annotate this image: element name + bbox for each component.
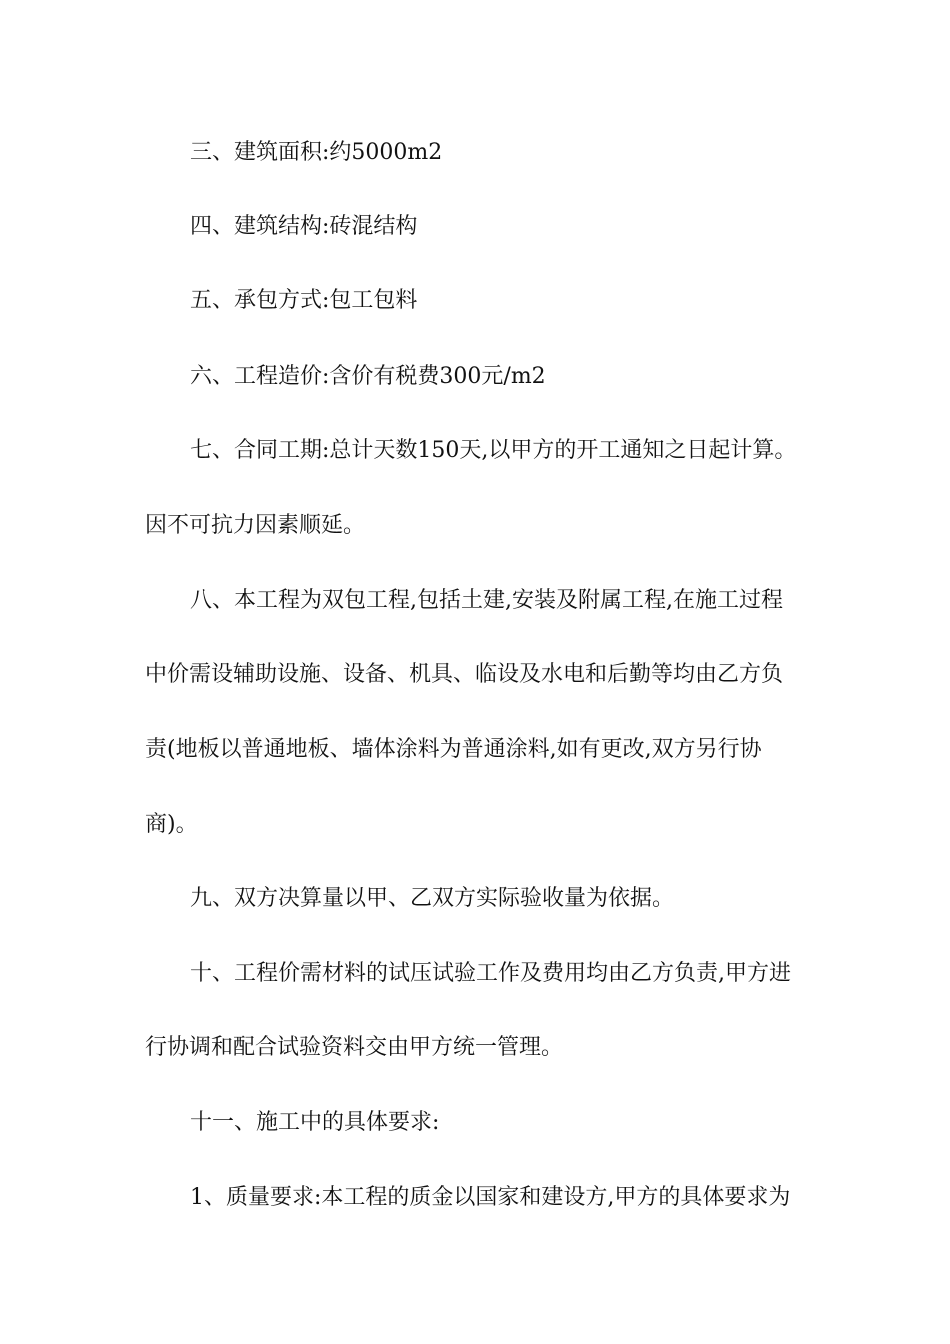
clause-11-item-1-line: 1、质量要求:本工程的质金以国家和建设方,甲方的具体要求为 [190, 1185, 791, 1210]
clause-8-line-1: 八、本工程为双包工程,包括土建,安装及附属工程,在施工过程 [190, 588, 783, 613]
clause-10-line-2: 行协调和配合试验资料交由甲方统一管理。 [145, 1035, 564, 1060]
clause-11-heading: 十一、施工中的具体要求: [190, 1110, 440, 1135]
clause-4-line: 四、建筑结构:砖混结构 [190, 214, 418, 239]
clause-5-line: 五、承包方式:包工包料 [190, 288, 418, 313]
clause-9-line: 九、双方决算量以甲、乙双方实际验收量为依据。 [190, 886, 675, 911]
clause-6-line: 六、工程造价:含价有税费300元/m2 [190, 364, 546, 389]
clause-3-line: 三、建筑面积:约5000m2 [190, 140, 443, 165]
clause-8-line-2: 中价需设辅助设施、设备、机具、临设及水电和后勤等均由乙方负 [145, 662, 784, 687]
clause-7-line-2: 因不可抗力因素顺延。 [145, 513, 366, 538]
clause-8-line-4: 商)。 [145, 812, 198, 837]
clause-8-line-3: 责(地板以普通地板、墙体涂料为普通涂料,如有更改,双方另行协 [145, 737, 762, 762]
clause-10-line-1: 十、工程价需材料的试压试验工作及费用均由乙方负责,甲方进 [190, 961, 791, 986]
clause-7-line-1: 七、合同工期:总计天数150天,以甲方的开工通知之日起计算。 [190, 438, 797, 463]
